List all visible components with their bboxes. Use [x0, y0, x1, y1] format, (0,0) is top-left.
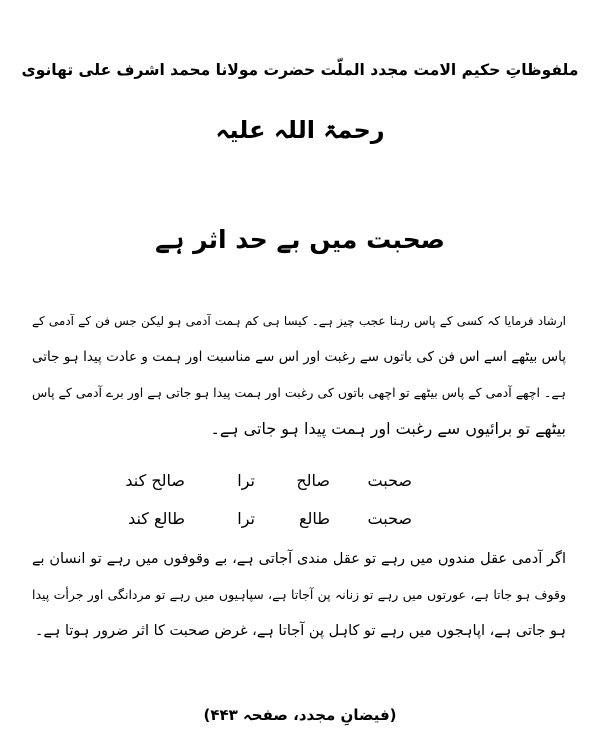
text-line: وقوف ہو جاتا ہے، عورتوں میں رہے تو زنانہ پن آجاتا ہے، سپاہیوں میں رہے تو مردانگی اور جرأت پیدا [32, 587, 566, 602]
text-line: ہے۔ اچھے آدمی کے پاس بیٹھے تو اچھی باتوں کی رغبت اور ہمت پیدا ہو جاتی ہے اور برے آدمی کے پاس [32, 385, 566, 400]
verse-line-1 [0, 463, 600, 499]
text-line: بیٹھے تو برائیوں سے رغبت اور ہمت پیدا ہو جاتی ہے۔ [210, 419, 566, 438]
verse-word: ترا [237, 509, 255, 528]
section-heading: صحبت میں بے حد اثر ہے [155, 225, 445, 254]
source-reference: (فیضانِ مجدد، صفحہ ۴۴۳) [203, 706, 397, 724]
verse-word: ترا [237, 471, 255, 490]
text-line: پاس بیٹھے اسے اس فن کی باتوں سے رغبت اور اس سے مناسبت اور ہمت و عادت پیدا ہو جاتی [32, 349, 566, 365]
verse-word: صالح [296, 471, 330, 490]
text-line: ارشاد فرمایا کہ کسی کے پاس رہنا عجب چیز ہے۔ کیسا ہی کم ہمت آدمی ہو لیکن جس فن کے آدمی کے [32, 314, 566, 328]
text-line: اگر آدمی عقل مندوں میں رہے تو عقل مندی آجاتی ہے، بے وقوفوں میں رہے تو انسان بے [32, 551, 566, 567]
page-title-honorific: رحمۃ اللہ علیہ [215, 116, 385, 144]
verse-line-2 [0, 501, 600, 537]
paragraph-2 [32, 541, 566, 649]
verse-word: صالح کند [125, 471, 185, 490]
text-line: ہو جاتی ہے، اپاہجوں میں رہے تو کاہل پن آجاتا ہے، غرض صحبت کا اثر ضرور ہوتا ہے۔ [34, 623, 566, 639]
verse-word: طالع کند [128, 509, 185, 528]
verse-word: صحبت [367, 509, 412, 528]
page-title: ملفوظاتِ حکیم الامت مجدد الملّت حضرت مولانا محمد اشرف علی تھانوی [21, 61, 579, 79]
verse-word: طالع [299, 509, 330, 528]
paragraph-1 [32, 303, 566, 447]
verse-word: صحبت [367, 471, 412, 490]
